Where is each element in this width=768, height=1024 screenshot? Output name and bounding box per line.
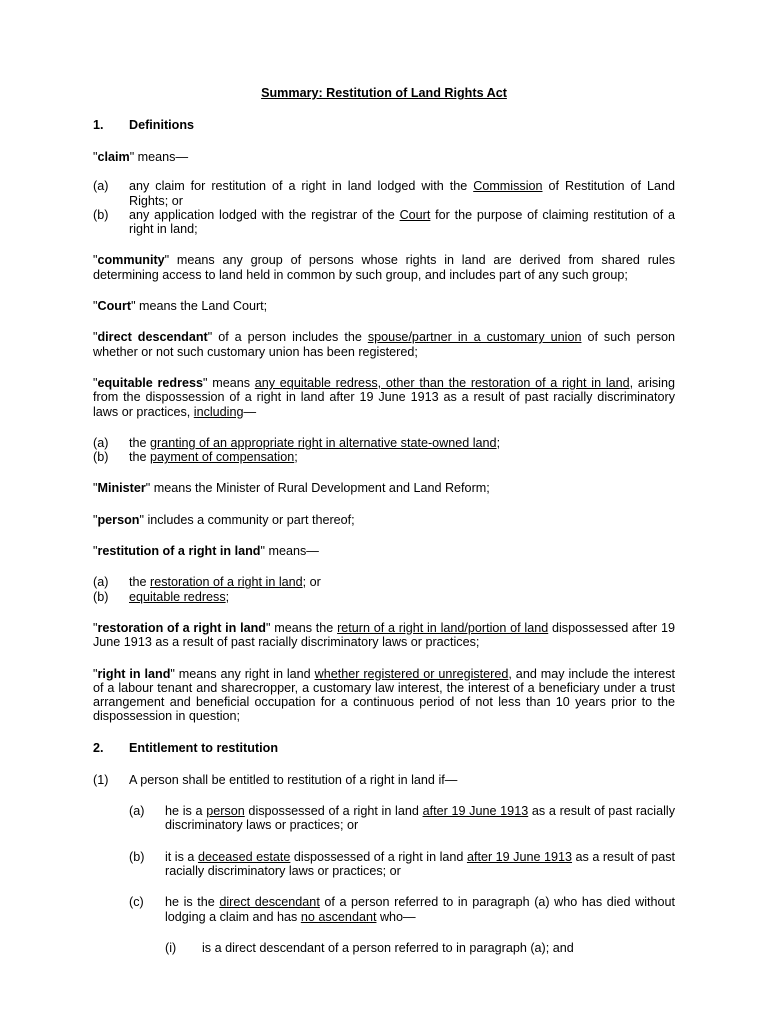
list-item <box>93 179 675 208</box>
list-item <box>93 208 675 237</box>
definition-equitable-redress: "equitable redress" means any equitable redress, other than the restoration of a right in land, arising from the dispossession of a right in land after 19 June 1913 as a result of past racially discriminatory laws or practices, including— <box>93 375 675 419</box>
definition-claim: "claim" means— <box>93 150 189 164</box>
item-text: equitable redress; <box>129 589 230 604</box>
definition-right-in-land: "right in land" means any right in land whether registered or unregistered, and may include the interest of a labour tenant and sharecropper, a customary law interest, the interest of a beneficiary under a trust arrangement and beneficial occupation for a continuous period of not less than 10 years prior to the dispossession in question; <box>93 666 676 724</box>
item-label: (i) <box>165 940 177 955</box>
item-label: (b) <box>93 450 109 465</box>
list-item <box>93 450 675 464</box>
reference-link: granting of an appropriate right in alternative state-owned land <box>150 435 497 450</box>
definition-direct-descendant: "direct descendant" of a person includes the spouse/partner in a customary union of such person whether or not such customary union has been registered; <box>93 330 676 359</box>
item-label: (c) <box>129 895 144 910</box>
list-item <box>93 590 675 604</box>
item-label: (b) <box>93 589 109 604</box>
section-title: Definitions <box>129 118 195 132</box>
section-heading-1 <box>93 118 675 133</box>
section-title: Entitlement to restitution <box>129 740 279 755</box>
defined-term: community <box>97 253 165 268</box>
defined-term: claim <box>97 150 130 164</box>
defined-term: Minister <box>97 481 146 496</box>
item-text: A person shall be entitled to restitution of a right in land if— <box>129 772 458 787</box>
definition-restoration: "restoration of a right in land" means the return of a right in land/portion of land dispossessed after 19 June 1913 as a result of past racially discriminatory laws or practices; <box>93 620 676 650</box>
list-item <box>93 575 675 589</box>
definition-community: "community" means any group of persons whose rights in land are derived from shared rules determining access to land held in common by such group, and includes part of any such group; <box>93 253 675 282</box>
item-label: (a) <box>93 575 109 590</box>
reference-link: whether registered or unregistered <box>314 666 509 681</box>
reference-link: person <box>206 804 245 819</box>
paragraph-c <box>129 895 675 924</box>
reference-link: Commission <box>473 179 543 194</box>
reference-link: after 19 June 1913 <box>466 849 573 864</box>
section-heading-2 <box>93 741 675 756</box>
item-text: he is the direct descendant of a person referred to in paragraph (a) who has died without lodging a claim and has no ascendant who— <box>165 895 676 924</box>
document-page <box>93 86 675 955</box>
reference-link: payment of compensation <box>150 450 295 465</box>
reference-link: spouse/partner in a customary union <box>367 330 582 345</box>
item-label: (b) <box>93 207 109 222</box>
defined-term: restitution of a right in land <box>97 544 261 559</box>
item-text: the restoration of a right in land; or <box>129 575 321 590</box>
defined-term: equitable redress <box>97 375 204 390</box>
definition-court: "Court" means the Land Court; <box>93 299 268 314</box>
paragraph-b <box>129 850 675 879</box>
section-number: 1. <box>93 118 104 132</box>
section-number: 2. <box>93 740 104 755</box>
item-label: (a) <box>93 435 109 450</box>
reference-link: direct descendant <box>219 895 320 910</box>
reference-link: Court <box>399 207 431 222</box>
paragraph-a <box>129 804 675 833</box>
item-text: any application lodged with the registrar of the Court for the purpose of claiming restitution of a right in land; <box>129 207 675 237</box>
defined-term: person <box>97 512 140 527</box>
subsection-1 <box>93 773 675 787</box>
item-text: is a direct descendant of a person referred to in paragraph (a); and <box>202 940 574 955</box>
item-text: the payment of compensation; <box>129 450 298 465</box>
defined-term: direct descendant <box>97 330 208 345</box>
definition-person: "person" includes a community or part thereof; <box>93 512 355 527</box>
definition-minister: "Minister" means the Minister of Rural Development and Land Reform; <box>93 481 490 496</box>
list-item <box>93 436 675 450</box>
item-text: the granting of an appropriate right in alternative state-owned land; <box>129 435 501 450</box>
reference-link: equitable redress <box>129 589 226 604</box>
item-label: (1) <box>93 772 109 787</box>
document-title: Summary: Restitution of Land Rights Act <box>261 86 507 100</box>
reference-link: after 19 June 1913 <box>422 804 529 819</box>
defined-term: restoration of a right in land <box>97 620 267 635</box>
definition-restitution: "restitution of a right in land" means— <box>93 544 319 559</box>
reference-link: including <box>193 404 244 419</box>
item-label: (a) <box>129 804 145 819</box>
defined-term: Court <box>97 299 132 314</box>
defined-term: right in land <box>97 666 171 681</box>
reference-link: no ascendant <box>300 909 377 924</box>
reference-link: any equitable redress, other than the restoration of a right in land <box>254 375 630 390</box>
item-text: it is a deceased estate dispossessed of a right in land after 19 June 1913 as a result of past racially discriminatory laws or practices; or <box>165 849 675 878</box>
item-label: (b) <box>129 849 145 864</box>
item-label: (a) <box>93 179 109 194</box>
item-text: any claim for restitution of a right in land lodged with the Commission of Restitution of Land Rights; or <box>129 179 675 208</box>
subparagraph-i <box>165 941 675 955</box>
item-text: he is a person dispossessed of a right in land after 19 June 1913 as a result of past racially discriminatory laws or practices; or <box>165 804 676 833</box>
reference-link: deceased estate <box>197 849 291 864</box>
reference-link: return of a right in land/portion of land <box>337 620 549 635</box>
reference-link: restoration of a right in land <box>150 575 303 590</box>
